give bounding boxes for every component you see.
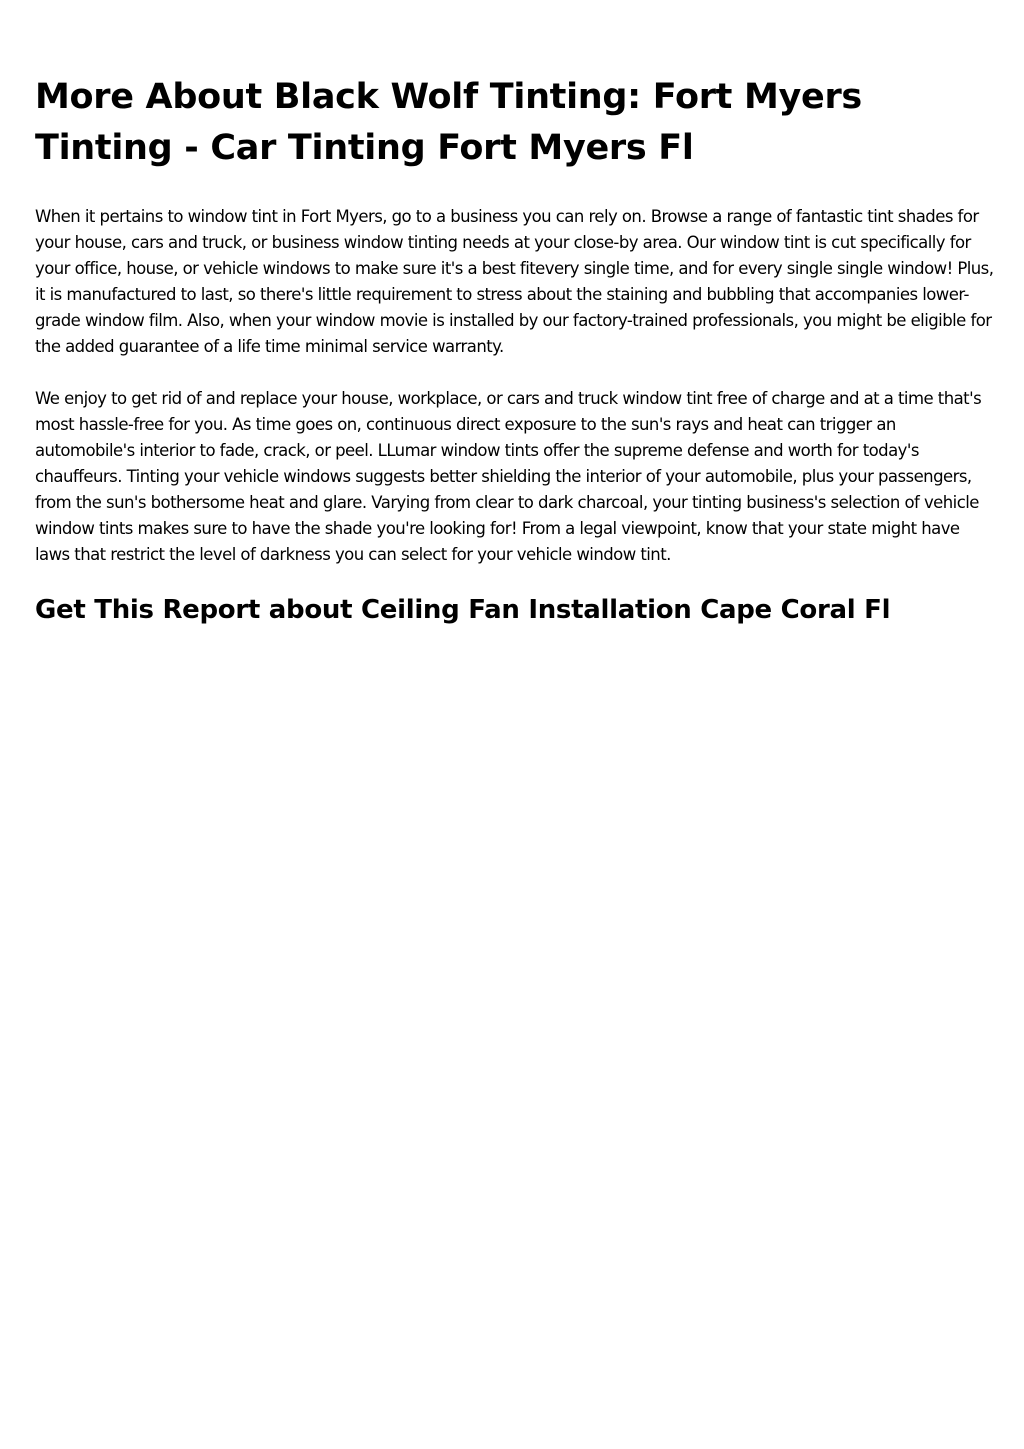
document-page <box>35 72 995 627</box>
paragraph-tint-replacement: We enjoy to get rid of and replace your house, workplace, or cars and truck window tint free of charge and at a time that's most hassle-free for you. As time goes on, continuous direct exposure to the sun's rays and heat can trigger an automobile's interior to fade, crack, or peel. LLumar window tints offer the supreme defense and worth for today's chauffeurs. Tinting your vehicle windows suggests better shielding the interior of your automobile, plus your passengers, from the sun's bothersome heat and glare. Varying from clear to dark charcoal, your tinting business's selection of vehicle window tints makes sure to have the shade you're looking for! From a legal viewpoint, know that your state might have laws that restrict the level of darkness you can select for your vehicle window tint. <box>35 389 982 564</box>
section-heading: Get This Report about Ceiling Fan Installation Cape Coral Fl <box>35 595 891 625</box>
page-title: More About Black Wolf Tinting: Fort Myers Tinting - Car Tinting Fort Myers Fl <box>35 77 862 168</box>
paragraph-window-tint-intro: When it pertains to window tint in Fort Myers, go to a business you can rely on. Browse a range of fantastic tint shades for your house, cars and truck, or business window tinting needs at your close-by area. Our window tint is cut specifically for your office, house, or vehicle windows to make sure it's a best fitevery single time, and for every single single window! Plus, it is manufactured to last, so there's little requirement to stress about the staining and bubbling that accompanies lower-grade window film. Also, when your window movie is installed by our factory-trained professionals, you might be eligible for the added guarantee of a life time minimal service warranty. <box>35 207 994 356</box>
